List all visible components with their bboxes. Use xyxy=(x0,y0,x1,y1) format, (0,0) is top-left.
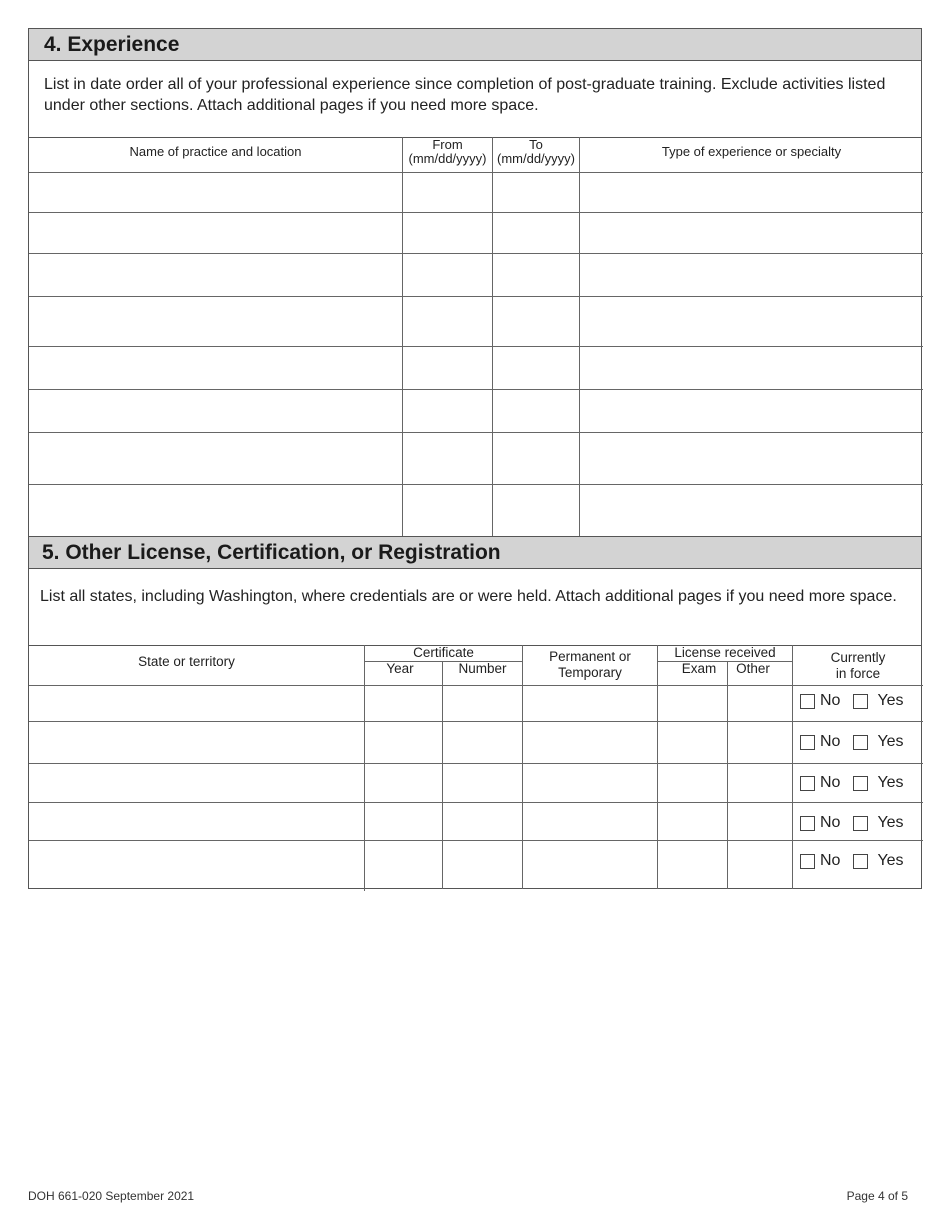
exp-row-4-type-input[interactable] xyxy=(580,297,921,346)
experience-title: 4. Experience xyxy=(44,32,180,56)
lic-header-permanent-line1: Permanent or xyxy=(549,649,631,664)
lic-row-3-in-force xyxy=(800,774,904,792)
footer-page-number: Page 4 of 5 xyxy=(846,1189,908,1203)
lic-header-number: Number xyxy=(458,661,507,676)
lic-row-1-no-checkbox[interactable] xyxy=(800,694,815,709)
lic-row-5-state-input[interactable] xyxy=(30,841,363,887)
license-intro-box xyxy=(28,568,922,646)
lic-row-4-year-input[interactable] xyxy=(365,803,441,840)
exp-row-2-from-input[interactable] xyxy=(403,213,491,253)
lic-row-5-number-input[interactable] xyxy=(443,841,521,887)
exp-row-5-to-input[interactable] xyxy=(493,347,578,389)
exp-row-4-to-input[interactable] xyxy=(493,297,578,346)
lic-row-4-permanent-input[interactable] xyxy=(523,803,656,840)
experience-section-header xyxy=(28,28,922,61)
exp-row-1-name-input[interactable] xyxy=(30,173,401,212)
lic-row-1-number-input[interactable] xyxy=(443,686,521,721)
lic-row-4-yes-checkbox[interactable] xyxy=(853,816,868,831)
lic-header-year: Year xyxy=(386,661,414,676)
lic-row-2-yes-checkbox[interactable] xyxy=(853,735,868,750)
lic-row-2-no-checkbox[interactable] xyxy=(800,735,815,750)
yes-label: Yes xyxy=(877,774,904,791)
no-label: No xyxy=(820,852,841,869)
lic-row-3-state-input[interactable] xyxy=(30,764,363,802)
lic-row-2-other-input[interactable] xyxy=(728,722,791,763)
experience-table xyxy=(28,137,922,537)
lic-row-3-year-input[interactable] xyxy=(365,764,441,802)
exp-row-6-to-input[interactable] xyxy=(493,390,578,432)
exp-row-2-type-input[interactable] xyxy=(580,213,921,253)
lic-row-3-no-checkbox[interactable] xyxy=(800,776,815,791)
lic-row-5-in-force xyxy=(800,852,904,870)
lic-row-1-permanent-input[interactable] xyxy=(523,686,656,721)
lic-row-2-year-input[interactable] xyxy=(365,722,441,763)
exp-row-6-name-input[interactable] xyxy=(30,390,401,432)
yes-label: Yes xyxy=(877,733,904,750)
lic-header-state: State or territory xyxy=(138,654,235,669)
exp-row-8-to-input[interactable] xyxy=(493,485,578,535)
exp-row-7-to-input[interactable] xyxy=(493,433,578,484)
lic-row-4-state-input[interactable] xyxy=(30,803,363,840)
lic-row-4-in-force xyxy=(800,814,904,832)
lic-header-license-received: License received xyxy=(674,645,776,660)
lic-row-3-permanent-input[interactable] xyxy=(523,764,656,802)
no-label: No xyxy=(820,814,841,831)
exp-row-1-type-input[interactable] xyxy=(580,173,921,212)
exp-row-3-from-input[interactable] xyxy=(403,254,491,296)
exp-row-3-to-input[interactable] xyxy=(493,254,578,296)
lic-header-permanent xyxy=(523,649,657,681)
license-section-header xyxy=(28,536,922,569)
lic-row-5-year-input[interactable] xyxy=(365,841,441,887)
license-table xyxy=(28,645,922,889)
exp-header-from xyxy=(403,138,492,166)
exp-row-8-name-input[interactable] xyxy=(30,485,401,535)
lic-header-currently-line2: in force xyxy=(835,666,881,681)
yes-label: Yes xyxy=(877,814,904,831)
lic-row-2-permanent-input[interactable] xyxy=(523,722,656,763)
exp-row-4-from-input[interactable] xyxy=(403,297,491,346)
exp-row-1-to-input[interactable] xyxy=(493,173,578,212)
lic-row-4-exam-input[interactable] xyxy=(658,803,726,840)
exp-row-2-to-input[interactable] xyxy=(493,213,578,253)
lic-row-1-in-force xyxy=(800,692,904,710)
exp-row-5-type-input[interactable] xyxy=(580,347,921,389)
exp-row-1-from-input[interactable] xyxy=(403,173,491,212)
lic-row-4-other-input[interactable] xyxy=(728,803,791,840)
lic-row-5-other-input[interactable] xyxy=(728,841,791,887)
exp-row-8-type-input[interactable] xyxy=(580,485,921,535)
exp-header-from-format: (mm/dd/yyyy) xyxy=(408,151,487,166)
exp-row-6-type-input[interactable] xyxy=(580,390,921,432)
experience-intro-box xyxy=(28,60,922,138)
exp-row-5-name-input[interactable] xyxy=(30,347,401,389)
exp-row-8-from-input[interactable] xyxy=(403,485,491,535)
lic-header-currently xyxy=(793,650,923,682)
exp-header-name: Name of practice and location xyxy=(129,144,302,159)
exp-row-6-from-input[interactable] xyxy=(403,390,491,432)
lic-header-other: Other xyxy=(736,661,770,676)
lic-row-3-yes-checkbox[interactable] xyxy=(853,776,868,791)
lic-row-5-yes-checkbox[interactable] xyxy=(853,854,868,869)
lic-row-1-state-input[interactable] xyxy=(30,686,363,721)
lic-row-5-exam-input[interactable] xyxy=(658,841,726,887)
exp-row-2-name-input[interactable] xyxy=(30,213,401,253)
no-label: No xyxy=(820,774,841,791)
footer-form-id: DOH 661-020 September 2021 xyxy=(28,1189,195,1203)
lic-row-2-in-force xyxy=(800,733,904,751)
lic-row-5-permanent-input[interactable] xyxy=(523,841,656,887)
lic-header-currently-line1: Currently xyxy=(830,650,886,665)
exp-header-type: Type of experience or specialty xyxy=(661,144,842,159)
lic-row-2-exam-input[interactable] xyxy=(658,722,726,763)
lic-row-1-other-input[interactable] xyxy=(728,686,791,721)
license-intro-text: List all states, including Washington, where credentials are or were held. Attach additional pages if you need more space. xyxy=(40,588,897,605)
exp-header-from-label: From xyxy=(432,137,463,152)
exp-header-to-label: To xyxy=(529,137,543,152)
no-label: No xyxy=(820,733,841,750)
exp-row-5-from-input[interactable] xyxy=(403,347,491,389)
experience-intro-text: List in date order all of your professional experience since completion of post-graduate training. Exclude activities listed under other sections. Attach additional pages if you need more space. xyxy=(44,76,886,114)
exp-header-to xyxy=(493,138,579,166)
yes-label: Yes xyxy=(877,852,904,869)
exp-row-7-from-input[interactable] xyxy=(403,433,491,484)
lic-row-3-number-input[interactable] xyxy=(443,764,521,802)
lic-row-1-yes-checkbox[interactable] xyxy=(853,694,868,709)
license-title: 5. Other License, Certification, or Registration xyxy=(42,540,501,564)
lic-header-certificate: Certificate xyxy=(413,645,474,660)
lic-row-5-no-checkbox[interactable] xyxy=(800,854,815,869)
exp-row-4-name-input[interactable] xyxy=(30,297,401,346)
lic-row-2-number-input[interactable] xyxy=(443,722,521,763)
exp-row-7-type-input[interactable] xyxy=(580,433,921,484)
yes-label: Yes xyxy=(877,692,904,709)
exp-row-3-name-input[interactable] xyxy=(30,254,401,296)
lic-row-4-no-checkbox[interactable] xyxy=(800,816,815,831)
lic-row-3-other-input[interactable] xyxy=(728,764,791,802)
no-label: No xyxy=(820,692,841,709)
lic-row-2-state-input[interactable] xyxy=(30,722,363,763)
lic-row-1-exam-input[interactable] xyxy=(658,686,726,721)
exp-header-to-format: (mm/dd/yyyy) xyxy=(497,151,575,166)
lic-row-1-year-input[interactable] xyxy=(365,686,441,721)
lic-header-permanent-line2: Temporary xyxy=(558,665,622,680)
lic-header-exam: Exam xyxy=(681,661,717,676)
exp-row-7-name-input[interactable] xyxy=(30,433,401,484)
lic-row-4-number-input[interactable] xyxy=(443,803,521,840)
exp-row-3-type-input[interactable] xyxy=(580,254,921,296)
lic-row-3-exam-input[interactable] xyxy=(658,764,726,802)
